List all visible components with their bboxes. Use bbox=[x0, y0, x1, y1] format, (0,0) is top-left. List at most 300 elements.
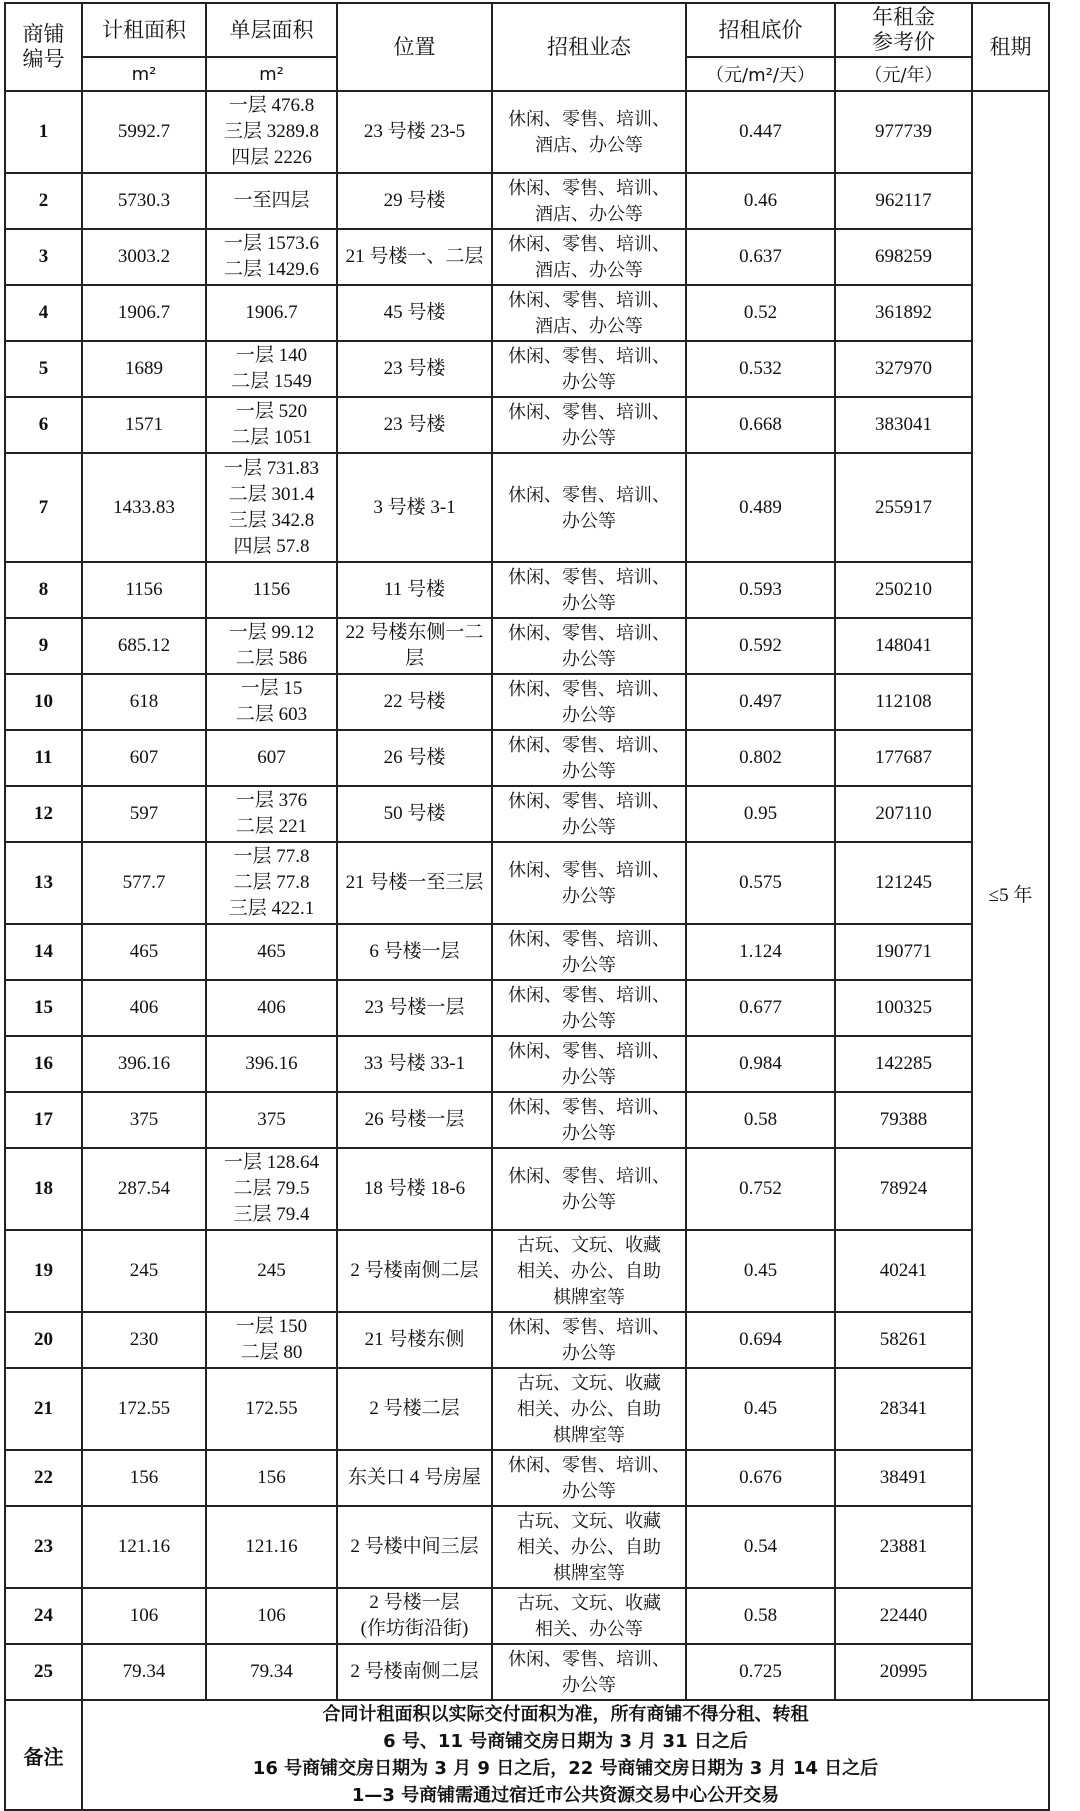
floor-area-cell bbox=[206, 1588, 337, 1644]
table-row bbox=[5, 285, 1049, 341]
format-line: 休闲、零售、培训、 bbox=[508, 1455, 670, 1475]
location-line: 2 号楼一层 bbox=[369, 1592, 460, 1613]
location-cell bbox=[337, 924, 492, 980]
base-price-cell: 0.46 bbox=[686, 173, 835, 229]
location-line: 11 号楼 bbox=[383, 579, 446, 600]
header-row bbox=[5, 3, 1049, 57]
header-term: 租期 bbox=[972, 3, 1049, 91]
base-price-cell: 0.593 bbox=[686, 562, 835, 618]
floor-area-cell bbox=[206, 173, 337, 229]
lease-area-cell: 1571 bbox=[82, 397, 206, 453]
table-row bbox=[5, 1450, 1049, 1506]
shop-no-cell: 9 bbox=[5, 618, 82, 674]
format-line: 办公等 bbox=[562, 649, 616, 669]
location-cell bbox=[337, 1506, 492, 1588]
header-floor-area: 单层面积 bbox=[206, 3, 337, 57]
location-cell bbox=[337, 1644, 492, 1700]
base-price-cell: 0.45 bbox=[686, 1230, 835, 1312]
location-cell bbox=[337, 1588, 492, 1644]
location-line: 23 号楼一层 bbox=[364, 997, 465, 1018]
shop-no-cell: 25 bbox=[5, 1644, 82, 1700]
floor-area-line: 三层 342.8 bbox=[228, 509, 315, 531]
shop-no-cell: 5 bbox=[5, 341, 82, 397]
location-line: 21 号楼一至三层 bbox=[345, 872, 484, 893]
floor-area-line: 二层 79.5 bbox=[233, 1178, 310, 1199]
floor-area-line: 二层 77.8 bbox=[233, 872, 310, 893]
table-row bbox=[5, 397, 1049, 453]
table-row bbox=[5, 1148, 1049, 1230]
table-row bbox=[5, 1588, 1049, 1644]
base-price-cell: 0.752 bbox=[686, 1148, 835, 1230]
annual-rent-cell: 38491 bbox=[835, 1450, 972, 1506]
annual-rent-cell: 22440 bbox=[835, 1588, 972, 1644]
floor-area-cell bbox=[206, 1644, 337, 1700]
floor-area-cell bbox=[206, 980, 337, 1036]
format-cell bbox=[492, 1230, 686, 1312]
base-price-cell: 0.668 bbox=[686, 397, 835, 453]
base-price-cell: 0.54 bbox=[686, 1506, 835, 1588]
lease-area-cell: 230 bbox=[82, 1312, 206, 1368]
floor-area-line: 三层 3289.8 bbox=[223, 121, 319, 142]
location-line: (作坊街沿街) bbox=[360, 1618, 469, 1639]
annual-rent-cell: 383041 bbox=[835, 397, 972, 453]
location-cell bbox=[337, 1450, 492, 1506]
shop-no-cell: 19 bbox=[5, 1230, 82, 1312]
format-line: 办公等 bbox=[562, 1067, 616, 1087]
floor-area-cell bbox=[206, 1230, 337, 1312]
floor-area-cell bbox=[206, 674, 337, 730]
format-line: 酒店、办公等 bbox=[535, 135, 643, 155]
format-line: 休闲、零售、培训、 bbox=[508, 1166, 670, 1186]
format-cell bbox=[492, 730, 686, 786]
table-row bbox=[5, 924, 1049, 980]
format-cell bbox=[492, 397, 686, 453]
location-line: 26 号楼一层 bbox=[364, 1109, 465, 1130]
format-line: 办公等 bbox=[562, 1481, 616, 1501]
annual-rent-cell: 28341 bbox=[835, 1368, 972, 1450]
lease-area-cell: 245 bbox=[82, 1230, 206, 1312]
lease-area-cell: 1906.7 bbox=[82, 285, 206, 341]
format-cell bbox=[492, 562, 686, 618]
format-cell bbox=[492, 1092, 686, 1148]
header-lease-area: 计租面积 bbox=[82, 3, 206, 57]
annual-rent-cell: 20995 bbox=[835, 1644, 972, 1700]
table-row bbox=[5, 453, 1049, 562]
floor-area-cell bbox=[206, 1312, 337, 1368]
lease-area-cell: 577.7 bbox=[82, 842, 206, 924]
lease-area-cell: 5992.7 bbox=[82, 91, 206, 173]
format-line: 办公等 bbox=[562, 761, 616, 781]
format-line: 休闲、零售、培训、 bbox=[508, 290, 670, 310]
format-cell bbox=[492, 924, 686, 980]
format-cell bbox=[492, 229, 686, 285]
shop-no-cell: 13 bbox=[5, 842, 82, 924]
annual-rent-cell: 207110 bbox=[835, 786, 972, 842]
lease-area-cell: 375 bbox=[82, 1092, 206, 1148]
annual-rent-cell: 361892 bbox=[835, 285, 972, 341]
format-cell bbox=[492, 453, 686, 562]
location-cell bbox=[337, 980, 492, 1036]
location-line: 2 号楼南侧二层 bbox=[350, 1661, 479, 1682]
table-row bbox=[5, 562, 1049, 618]
format-line: 休闲、零售、培训、 bbox=[508, 567, 670, 587]
table-row bbox=[5, 1092, 1049, 1148]
base-price-cell: 0.58 bbox=[686, 1092, 835, 1148]
header-format: 招租业态 bbox=[492, 3, 686, 91]
format-line: 休闲、零售、培训、 bbox=[508, 484, 670, 505]
format-line: 相关、办公等 bbox=[535, 1619, 643, 1639]
table-row bbox=[5, 1230, 1049, 1312]
shop-no-cell: 10 bbox=[5, 674, 82, 730]
floor-area-line: 一层 15 bbox=[240, 678, 303, 699]
location-line: 22 号楼东侧一二 bbox=[345, 622, 484, 643]
format-line: 休闲、零售、培训、 bbox=[508, 791, 670, 811]
floor-area-cell bbox=[206, 1506, 337, 1588]
location-line: 2 号楼中间三层 bbox=[350, 1536, 479, 1557]
table-row bbox=[5, 786, 1049, 842]
format-cell bbox=[492, 674, 686, 730]
base-price-cell: 0.984 bbox=[686, 1036, 835, 1092]
format-cell bbox=[492, 1036, 686, 1092]
rental-table bbox=[4, 2, 1050, 1811]
annual-rent-cell: 250210 bbox=[835, 562, 972, 618]
table-row bbox=[5, 730, 1049, 786]
floor-area-line: 一层 128.64 bbox=[223, 1152, 319, 1173]
unit-lease-area: m² bbox=[82, 57, 206, 91]
base-price-cell: 0.95 bbox=[686, 786, 835, 842]
lease-area-cell: 1689 bbox=[82, 341, 206, 397]
annual-rent-cell: 121245 bbox=[835, 842, 972, 924]
annual-rent-cell: 255917 bbox=[835, 453, 972, 562]
floor-area-line: 一层 99.12 bbox=[228, 622, 315, 643]
annual-rent-cell: 58261 bbox=[835, 1312, 972, 1368]
format-line: 休闲、零售、培训、 bbox=[508, 1041, 670, 1061]
format-line: 休闲、零售、培训、 bbox=[508, 623, 670, 643]
format-line: 休闲、零售、培训、 bbox=[508, 929, 670, 949]
floor-area-line: 一至四层 bbox=[233, 190, 310, 211]
floor-area-cell bbox=[206, 730, 337, 786]
shop-no-cell: 20 bbox=[5, 1312, 82, 1368]
shop-no-cell: 14 bbox=[5, 924, 82, 980]
lease-area-cell: 396.16 bbox=[82, 1036, 206, 1092]
table-row bbox=[5, 1506, 1049, 1588]
base-price-cell: 0.637 bbox=[686, 229, 835, 285]
table-row bbox=[5, 91, 1049, 173]
base-price-cell: 1.124 bbox=[686, 924, 835, 980]
floor-area-line: 156 bbox=[257, 1467, 286, 1488]
format-line: 相关、办公、自助 bbox=[517, 1399, 661, 1419]
base-price-cell: 0.575 bbox=[686, 842, 835, 924]
base-price-cell: 0.52 bbox=[686, 285, 835, 341]
floor-area-line: 一层 140 bbox=[235, 345, 308, 366]
floor-area-line: 三层 79.4 bbox=[233, 1204, 310, 1225]
location-line: 21 号楼东侧 bbox=[364, 1329, 465, 1350]
format-cell bbox=[492, 285, 686, 341]
floor-area-line: 406 bbox=[257, 997, 286, 1018]
format-line: 休闲、零售、培训、 bbox=[508, 1097, 670, 1117]
floor-area-line: 一层 376 bbox=[235, 790, 308, 811]
format-cell bbox=[492, 1368, 686, 1450]
location-cell bbox=[337, 1036, 492, 1092]
lease-area-cell: 597 bbox=[82, 786, 206, 842]
lease-area-cell: 406 bbox=[82, 980, 206, 1036]
format-line: 办公等 bbox=[562, 817, 616, 837]
location-cell bbox=[337, 618, 492, 674]
floor-area-line: 二层 80 bbox=[240, 1342, 303, 1363]
base-price-cell: 0.489 bbox=[686, 453, 835, 562]
annual-rent-cell: 977739 bbox=[835, 91, 972, 173]
lease-area-cell: 106 bbox=[82, 1588, 206, 1644]
floor-area-line: 二层 301.4 bbox=[228, 483, 315, 505]
lease-area-cell: 79.34 bbox=[82, 1644, 206, 1700]
unit-annual-rent: （元/年） bbox=[835, 57, 972, 91]
floor-area-line: 106 bbox=[257, 1605, 286, 1626]
format-line: 办公等 bbox=[562, 372, 616, 392]
note-line: 16 号商铺交房日期为 3 月 9 日之后，22 号商铺交房日期为 3 月 14 日之后 bbox=[252, 1758, 879, 1779]
format-line: 休闲、零售、培训、 bbox=[508, 1317, 670, 1337]
floor-area-cell bbox=[206, 1092, 337, 1148]
header-base-price: 招租底价 bbox=[686, 3, 835, 57]
table-row bbox=[5, 842, 1049, 924]
format-line: 休闲、零售、培训、 bbox=[508, 346, 670, 366]
location-line: 3 号楼 3-1 bbox=[373, 496, 456, 518]
floor-area-line: 121.16 bbox=[245, 1536, 298, 1557]
format-cell bbox=[492, 842, 686, 924]
floor-area-cell bbox=[206, 1036, 337, 1092]
floor-area-line: 172.55 bbox=[245, 1398, 298, 1419]
floor-area-cell bbox=[206, 924, 337, 980]
floor-area-line: 四层 2226 bbox=[231, 147, 312, 168]
floor-area-line: 一层 520 bbox=[235, 401, 308, 422]
floor-area-line: 一层 1573.6 bbox=[223, 233, 319, 254]
floor-area-line: 四层 57.8 bbox=[233, 535, 310, 557]
header-annual-rent bbox=[835, 3, 972, 57]
table-row bbox=[5, 1312, 1049, 1368]
lease-area-cell: 1156 bbox=[82, 562, 206, 618]
location-line: 23 号楼 bbox=[383, 414, 446, 435]
floor-area-line: 79.34 bbox=[250, 1661, 293, 1682]
lease-area-cell: 287.54 bbox=[82, 1148, 206, 1230]
location-cell bbox=[337, 173, 492, 229]
header-shop-no-line-1: 商铺 bbox=[22, 22, 65, 46]
table-row bbox=[5, 1368, 1049, 1450]
location-cell bbox=[337, 1148, 492, 1230]
lease-area-cell: 5730.3 bbox=[82, 173, 206, 229]
location-line: 22 号楼 bbox=[383, 691, 446, 712]
floor-area-line: 一层 77.8 bbox=[233, 846, 310, 867]
location-line: 23 号楼 23-5 bbox=[363, 121, 466, 142]
shop-no-cell: 12 bbox=[5, 786, 82, 842]
format-line: 古玩、文玩、收藏 bbox=[517, 1235, 661, 1255]
format-cell bbox=[492, 980, 686, 1036]
format-line: 棋牌室等 bbox=[553, 1563, 625, 1583]
format-line: 古玩、文玩、收藏 bbox=[517, 1373, 661, 1393]
floor-area-line: 607 bbox=[257, 747, 286, 768]
shop-no-cell: 15 bbox=[5, 980, 82, 1036]
shop-no-cell: 24 bbox=[5, 1588, 82, 1644]
format-line: 酒店、办公等 bbox=[535, 204, 643, 224]
base-price-cell: 0.497 bbox=[686, 674, 835, 730]
floor-area-line: 1156 bbox=[252, 579, 291, 600]
floor-area-cell bbox=[206, 1450, 337, 1506]
format-cell bbox=[492, 173, 686, 229]
note-line: 1—3 号商铺需通过宿迁市公共资源交易中心公开交易 bbox=[351, 1785, 780, 1806]
notes-row bbox=[5, 1700, 1049, 1810]
format-line: 酒店、办公等 bbox=[535, 260, 643, 280]
location-line: 层 bbox=[404, 648, 424, 669]
shop-no-cell: 6 bbox=[5, 397, 82, 453]
location-cell bbox=[337, 397, 492, 453]
unit-floor-area: m² bbox=[206, 57, 337, 91]
shop-no-cell: 7 bbox=[5, 453, 82, 562]
floor-area-cell bbox=[206, 397, 337, 453]
annual-rent-cell: 698259 bbox=[835, 229, 972, 285]
header-location: 位置 bbox=[337, 3, 492, 91]
floor-area-cell bbox=[206, 229, 337, 285]
floor-area-cell bbox=[206, 91, 337, 173]
lease-term-cell: ≤5 年 bbox=[972, 91, 1049, 1700]
annual-rent-cell: 40241 bbox=[835, 1230, 972, 1312]
format-line: 相关、办公、自助 bbox=[517, 1261, 661, 1281]
floor-area-line: 396.16 bbox=[245, 1053, 298, 1074]
location-cell bbox=[337, 229, 492, 285]
annual-rent-cell: 190771 bbox=[835, 924, 972, 980]
base-price-cell: 0.802 bbox=[686, 730, 835, 786]
format-line: 办公等 bbox=[562, 1011, 616, 1031]
format-line: 休闲、零售、培训、 bbox=[508, 985, 670, 1005]
location-line: 50 号楼 bbox=[383, 803, 446, 824]
format-line: 酒店、办公等 bbox=[535, 316, 643, 336]
table-row bbox=[5, 173, 1049, 229]
location-cell bbox=[337, 1312, 492, 1368]
location-cell bbox=[337, 453, 492, 562]
base-price-cell: 0.677 bbox=[686, 980, 835, 1036]
notes-text bbox=[82, 1700, 1049, 1810]
format-line: 休闲、零售、培训、 bbox=[508, 860, 670, 880]
base-price-cell: 0.532 bbox=[686, 341, 835, 397]
location-cell bbox=[337, 730, 492, 786]
location-line: 18 号楼 18-6 bbox=[363, 1178, 466, 1199]
floor-area-line: 375 bbox=[257, 1109, 286, 1130]
unit-base-price: （元/m²/天） bbox=[686, 57, 835, 91]
format-line: 休闲、零售、培训、 bbox=[508, 178, 670, 198]
floor-area-line: 二层 1051 bbox=[231, 427, 312, 448]
table-row bbox=[5, 618, 1049, 674]
format-line: 休闲、零售、培训、 bbox=[508, 735, 670, 755]
notes-label: 备注 bbox=[5, 1700, 82, 1810]
format-line: 办公等 bbox=[562, 1192, 616, 1212]
location-cell bbox=[337, 1368, 492, 1450]
lease-area-cell: 156 bbox=[82, 1450, 206, 1506]
location-cell bbox=[337, 1230, 492, 1312]
lease-area-cell: 607 bbox=[82, 730, 206, 786]
floor-area-line: 二层 1429.6 bbox=[223, 259, 319, 280]
header-annual-rent-line-2: 参考价 bbox=[872, 30, 935, 54]
format-line: 休闲、零售、培训、 bbox=[508, 1649, 670, 1669]
location-line: 26 号楼 bbox=[383, 747, 446, 768]
shop-no-cell: 3 bbox=[5, 229, 82, 285]
base-price-cell: 0.45 bbox=[686, 1368, 835, 1450]
floor-area-line: 一层 731.83 bbox=[223, 457, 319, 479]
location-cell bbox=[337, 91, 492, 173]
header-annual-rent-line-1: 年租金 bbox=[872, 5, 935, 29]
annual-rent-cell: 23881 bbox=[835, 1506, 972, 1588]
base-price-cell: 0.58 bbox=[686, 1588, 835, 1644]
format-cell bbox=[492, 1588, 686, 1644]
format-cell bbox=[492, 618, 686, 674]
lease-area-cell: 121.16 bbox=[82, 1506, 206, 1588]
format-cell bbox=[492, 1148, 686, 1230]
format-cell bbox=[492, 786, 686, 842]
shop-no-cell: 21 bbox=[5, 1368, 82, 1450]
shop-no-cell: 1 bbox=[5, 91, 82, 173]
location-cell bbox=[337, 674, 492, 730]
base-price-cell: 0.694 bbox=[686, 1312, 835, 1368]
location-cell bbox=[337, 786, 492, 842]
floor-area-line: 一层 476.8 bbox=[228, 95, 315, 116]
floor-area-cell bbox=[206, 341, 337, 397]
shop-no-cell: 18 bbox=[5, 1148, 82, 1230]
shop-no-cell: 8 bbox=[5, 562, 82, 618]
floor-area-cell bbox=[206, 618, 337, 674]
annual-rent-cell: 79388 bbox=[835, 1092, 972, 1148]
lease-area-cell: 1433.83 bbox=[82, 453, 206, 562]
format-line: 休闲、零售、培训、 bbox=[508, 402, 670, 422]
format-cell bbox=[492, 91, 686, 173]
shop-no-cell: 17 bbox=[5, 1092, 82, 1148]
floor-area-line: 465 bbox=[257, 941, 286, 962]
shop-no-cell: 11 bbox=[5, 730, 82, 786]
note-line: 合同计租面积以实际交付面积为准，所有商铺不得分租、转租 bbox=[322, 1704, 809, 1725]
base-price-cell: 0.676 bbox=[686, 1450, 835, 1506]
format-line: 办公等 bbox=[562, 1343, 616, 1363]
table-row bbox=[5, 1036, 1049, 1092]
floor-area-line: 1906.7 bbox=[245, 302, 298, 323]
location-line: 33 号楼 33-1 bbox=[363, 1053, 466, 1074]
format-cell bbox=[492, 1450, 686, 1506]
lease-area-cell: 172.55 bbox=[82, 1368, 206, 1450]
location-cell bbox=[337, 562, 492, 618]
annual-rent-cell: 112108 bbox=[835, 674, 972, 730]
floor-area-cell bbox=[206, 842, 337, 924]
base-price-cell: 0.447 bbox=[686, 91, 835, 173]
floor-area-line: 一层 150 bbox=[235, 1316, 308, 1337]
table-row bbox=[5, 980, 1049, 1036]
lease-area-cell: 685.12 bbox=[82, 618, 206, 674]
annual-rent-cell: 78924 bbox=[835, 1148, 972, 1230]
lease-area-cell: 465 bbox=[82, 924, 206, 980]
lease-area-cell: 618 bbox=[82, 674, 206, 730]
shop-no-cell: 2 bbox=[5, 173, 82, 229]
location-line: 2 号楼二层 bbox=[369, 1398, 460, 1419]
location-line: 21 号楼一、二层 bbox=[345, 246, 484, 267]
floor-area-line: 二层 586 bbox=[235, 648, 308, 669]
floor-area-line: 二层 603 bbox=[235, 704, 308, 725]
shop-no-cell: 23 bbox=[5, 1506, 82, 1588]
annual-rent-cell: 177687 bbox=[835, 730, 972, 786]
table-row bbox=[5, 1644, 1049, 1700]
shop-no-cell: 4 bbox=[5, 285, 82, 341]
format-line: 办公等 bbox=[562, 955, 616, 975]
header-shop-no-line-2: 编号 bbox=[22, 47, 65, 71]
location-line: 东关口 4 号房屋 bbox=[347, 1467, 481, 1488]
format-line: 休闲、零售、培训、 bbox=[508, 679, 670, 699]
table-row bbox=[5, 229, 1049, 285]
lease-area-cell: 3003.2 bbox=[82, 229, 206, 285]
format-line: 办公等 bbox=[562, 593, 616, 613]
format-line: 古玩、文玩、收藏 bbox=[517, 1511, 661, 1531]
location-cell bbox=[337, 341, 492, 397]
